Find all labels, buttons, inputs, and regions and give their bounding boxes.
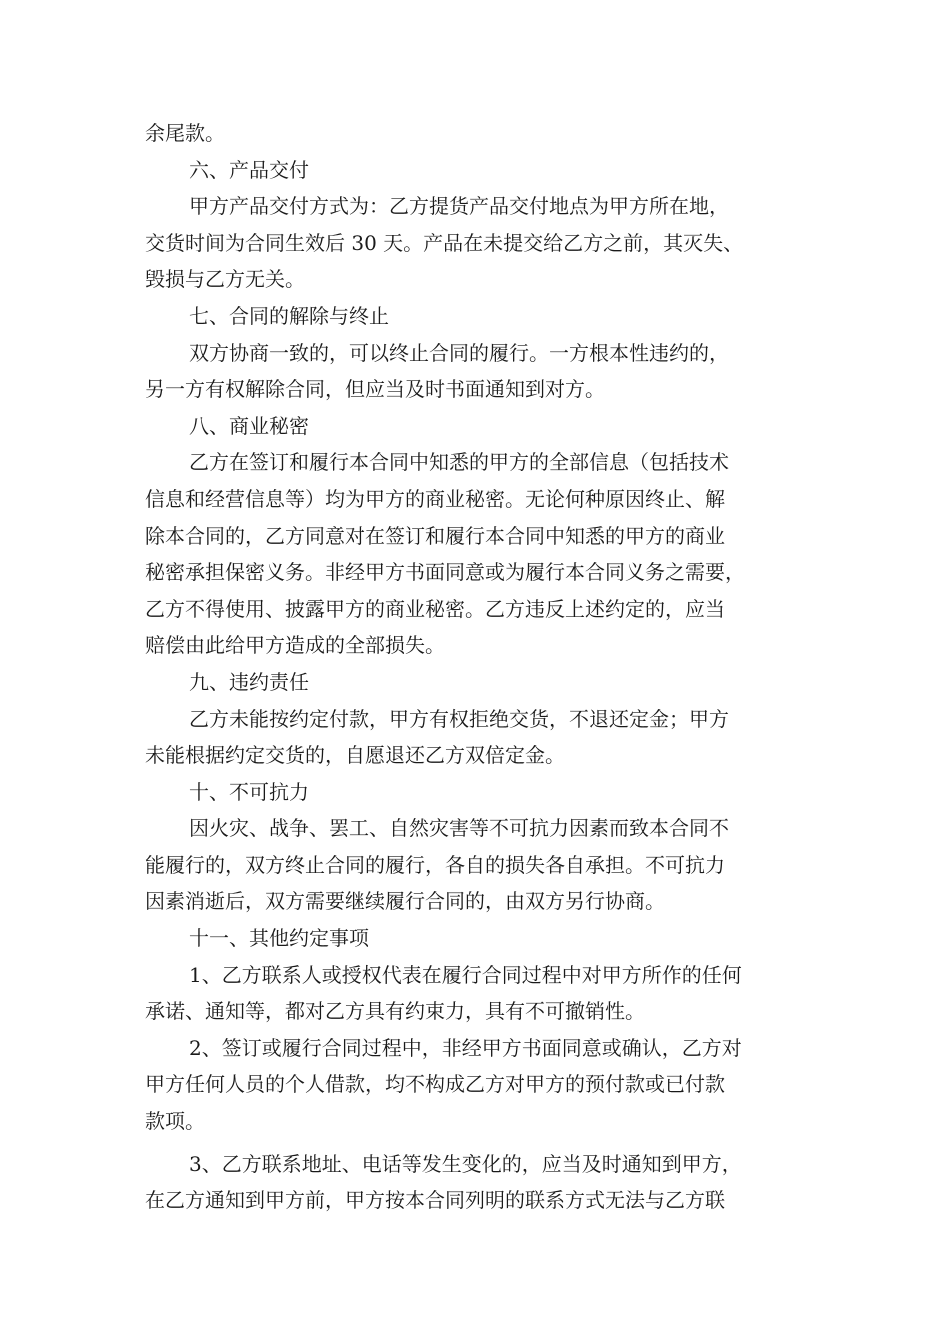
body-line: 乙方不得使用、披露甲方的商业秘密。乙方违反上述约定的，应当: [145, 596, 725, 621]
body-line: 在乙方通知到甲方前，甲方按本合同列明的联系方式无法与乙方联: [145, 1188, 725, 1213]
section-heading-other-terms: 十一、其他约定事项: [189, 926, 369, 951]
body-line: 赔偿由此给甲方造成的全部损失。: [145, 633, 445, 658]
body-line: 秘密承担保密义务。非经甲方书面同意或为履行本合同义务之需要，: [145, 560, 745, 585]
section-heading-force-majeure: 十、不可抗力: [189, 779, 309, 804]
body-line: 款项。: [145, 1109, 205, 1134]
body-line: 甲方产品交付方式为：乙方提货产品交付地点为甲方所在地，: [189, 194, 729, 219]
body-line: 乙方在签订和履行本合同中知悉的甲方的全部信息（包括技术: [189, 450, 729, 475]
body-line: 3、乙方联系地址、电话等发生变化的，应当及时通知到甲方，: [189, 1151, 742, 1176]
body-line: 双方协商一致的，可以终止合同的履行。一方根本性违约的，: [189, 340, 729, 365]
section-heading-trade-secrets: 八、商业秘密: [189, 413, 309, 438]
body-line: 除本合同的，乙方同意对在签订和履行本合同中知悉的甲方的商业: [145, 523, 725, 548]
body-line: 甲方任何人员的个人借款，均不构成乙方对甲方的预付款或已付款: [145, 1072, 725, 1097]
body-line: 信息和经营信息等）均为甲方的商业秘密。无论何种原因终止、解: [145, 486, 725, 511]
body-line: 因火灾、战争、罢工、自然灾害等不可抗力因素而致本合同不: [189, 816, 729, 841]
body-line: 1、乙方联系人或授权代表在履行合同过程中对甲方所作的任何: [189, 962, 742, 987]
body-line: 2、签订或履行合同过程中，非经甲方书面同意或确认，乙方对: [189, 1035, 742, 1060]
body-line: 毁损与乙方无关。: [145, 267, 305, 292]
body-line: 能履行的，双方终止合同的履行，各自的损失各自承担。不可抗力: [145, 852, 725, 877]
body-line: 余尾款。: [145, 121, 225, 145]
section-heading-termination: 七、合同的解除与终止: [189, 303, 389, 328]
body-line: 承诺、通知等，都对乙方具有约束力，具有不可撤销性。: [145, 999, 645, 1024]
body-line: 交货时间为合同生效后 30 天。产品在未提交给乙方之前，其灭失、: [145, 230, 744, 255]
section-heading-breach: 九、违约责任: [189, 669, 309, 694]
body-line: 未能根据约定交货的，自愿退还乙方双倍定金。: [145, 743, 565, 768]
body-line: 乙方未能按约定付款，甲方有权拒绝交货，不退还定金；甲方: [189, 706, 729, 731]
section-heading-delivery: 六、产品交付: [189, 157, 309, 182]
contract-text: [145, 115, 810, 1219]
body-line: 另一方有权解除合同，但应当及时书面通知到对方。: [145, 377, 605, 402]
body-line: 因素消逝后，双方需要继续履行合同的，由双方另行协商。: [145, 889, 665, 914]
